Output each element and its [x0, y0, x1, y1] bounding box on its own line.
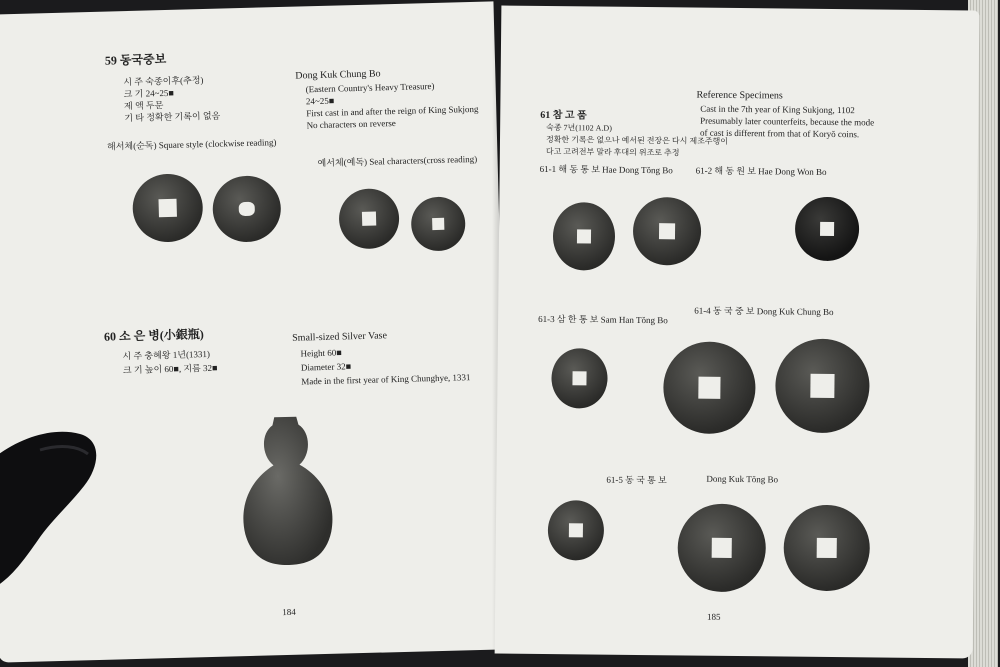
gloved-finger: [0, 430, 115, 590]
item-61-row: 정확한 기록은 없으나 예서된 전장은 다시 제조주행이: [545, 134, 729, 146]
right-page: [495, 6, 980, 659]
coin-61-3-label: 61-3 삼 한 통 보 Sam Han Tŏng Bo: [538, 313, 668, 326]
item-60-title: 60 소 은 병(小銀瓶): [103, 327, 205, 344]
item-59-eng-line: (Eastern Country's Heavy Treasure): [305, 80, 435, 95]
coin-image: [663, 341, 756, 434]
coin-hole: [712, 538, 732, 558]
coin-image: [551, 348, 608, 409]
coin-61-1-label: 61-1 해 동 통 보 Hae Dong Tŏng Bo: [539, 163, 673, 176]
coin-image: [783, 505, 870, 592]
item-61-eng-line: Cast in the 7th year of King Sukjong, 1102: [700, 103, 855, 116]
item-60-eng-title: Small-sized Silver Vase: [292, 330, 388, 344]
item-59-title: 59 동국중보: [104, 51, 167, 68]
item-59-eng-line: No characters on reverse: [306, 118, 396, 131]
coin-image: [411, 196, 466, 251]
item-61-row: 다고 고려전부 말라 후대의 위조로 추정: [545, 146, 680, 158]
coin-image: [553, 202, 616, 271]
item-61-row: 숙종 7년(1102 A.D): [546, 122, 612, 133]
item-59-row: 기 타 정확한 기록이 없음: [124, 110, 221, 124]
coin-hole: [698, 377, 720, 399]
item-59-eng-line: 24~25■: [305, 95, 335, 107]
square-style-label: 해서체(순독) Square style (clockwise reading): [106, 137, 277, 152]
item-61-title: 61 참 고 품: [540, 109, 587, 122]
item-61-eng-line: of cast is different from that of Koryŏ coins.: [700, 127, 860, 140]
coin-hole: [659, 223, 675, 239]
item-59-eng-line: First cast in and after the reign of King Sukjong: [306, 103, 479, 119]
item-60-row: 크 기 높이 60■, 지름 32■: [122, 362, 218, 376]
item-60-eng-line: Made in the first year of King Chunghye, 1331: [301, 372, 471, 387]
item-59-row: 시 주 숙종이후(추정): [123, 75, 204, 88]
page-number: 184: [282, 606, 296, 618]
coin-hole: [239, 202, 255, 216]
coin-image: [132, 173, 204, 243]
coin-hole: [577, 229, 591, 243]
coin-image: [548, 500, 605, 561]
page-number: 185: [706, 611, 721, 622]
coin-hole: [810, 374, 834, 398]
item-60-eng-line: Diameter 32■: [300, 361, 352, 373]
coin-image: [338, 188, 400, 250]
coin-hole: [817, 538, 837, 558]
coin-image: [775, 338, 870, 433]
item-61-eng-line: Presumably later counterfeits, because the mode: [700, 115, 875, 128]
coin-hole: [820, 222, 834, 236]
item-59-eng-title: Dong Kuk Chung Bo: [295, 68, 381, 82]
coin-image: [795, 197, 860, 262]
coin-hole: [432, 218, 444, 230]
coin-61-5-label: 61-5 동 국 통 보: [606, 474, 667, 486]
coin-61-5-eng-label: Dong Kuk Tŏng Bo: [706, 473, 779, 485]
item-60-row: 시 주 충혜왕 1년(1331): [122, 348, 211, 362]
coin-61-4-label: 61-4 동 국 중 보 Dong Kuk Chung Bo: [694, 305, 834, 318]
item-59-row: 제 액 두문: [123, 100, 164, 112]
coin-hole: [572, 371, 586, 385]
coin-hole: [569, 523, 583, 537]
coin-image: [633, 197, 702, 266]
reference-title: Reference Specimens: [696, 89, 783, 102]
silver-vase-image: [236, 414, 338, 569]
item-60-eng-line: Height 60■: [300, 347, 342, 359]
coin-image: [677, 503, 766, 592]
coin-hole: [158, 199, 176, 217]
item-59-row: 크 기 24~25■: [123, 87, 175, 100]
coin-image: [212, 175, 282, 243]
seal-style-label: 예서체(예독) Seal characters(cross reading): [317, 153, 478, 169]
coin-hole: [362, 212, 376, 226]
coin-61-2-label: 61-2 해 동 원 보 Hae Dong Won Bo: [695, 165, 827, 177]
